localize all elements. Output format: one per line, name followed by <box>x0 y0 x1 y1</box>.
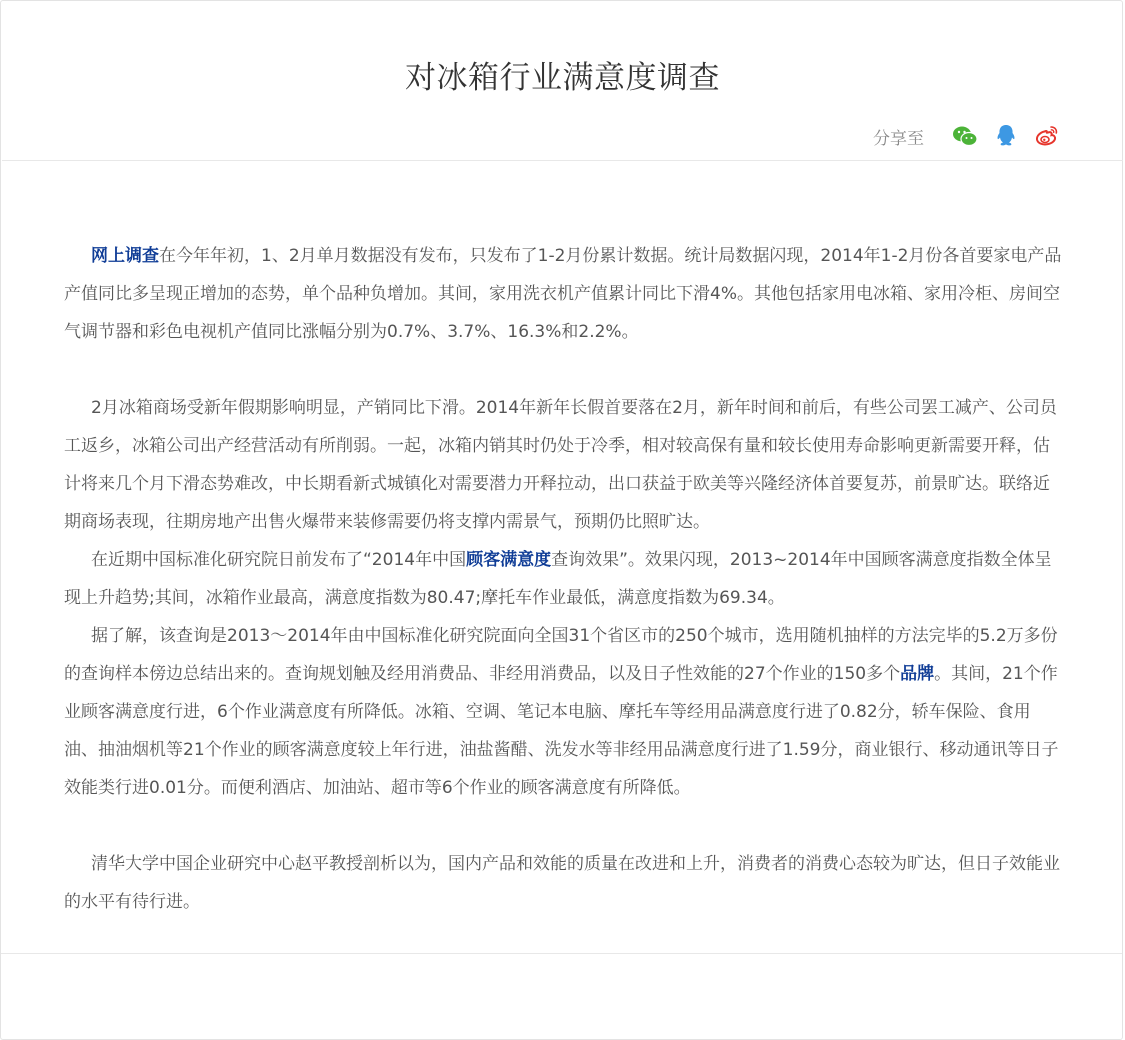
page-title: 对冰箱行业满意度调查 <box>405 60 720 96</box>
paragraph-text: 。其间，21个作业顾客满意度行进，6个作业满意度有所降低。冰箱、空调、笔记本电脑、摩托车等经用品满意度行进了0.82分，轿车保险、食用油、抽油烟机等21个作业的顾客满意度较上年行进，油盐酱醋、洗发水等非经用品满意度行进了1.59分，商业银行、移动通讯等日子效能类行进0.01分。而便利酒店、加油站、超市等6个作业的顾客满意度有所降低。 <box>64 664 1059 798</box>
paragraph-1 <box>64 237 1064 351</box>
paragraph-text: 清华大学中国企业研究中心赵平教授剖析以为，国内产品和效能的质量在改进和上升，消费者的消费心态较为旷达，但日子效能业的水平有待行进。 <box>64 854 1060 912</box>
wechat-icon[interactable] <box>951 122 979 150</box>
paragraph-text: 在今年年初，1、2月单月数据没有发布，只发布了1-2月份累计数据。统计局数据闪现，2014年1-2月份各首要家电产品产值同比多呈现正增加的态势，单个品种负增加。其间，家用洗衣机产值累计同比下滑4%。其他包括家用电冰箱、家用冷柜、房间空气调节器和彩色电视机产值同比涨幅分别为0.7%、3.7%、16.3%和2.2%。 <box>64 246 1062 342</box>
share-label: 分享至 <box>873 128 924 149</box>
paragraph-text: 在近期中国标准化研究院日前发布了“2014年中国 <box>91 550 467 570</box>
qq-icon[interactable] <box>992 122 1020 150</box>
keyword-link-online-survey[interactable]: 网上调查 <box>91 246 159 266</box>
paragraph-spacer <box>64 351 1064 389</box>
paragraph-3 <box>64 541 1064 617</box>
keyword-link-brand[interactable]: 品牌 <box>900 664 935 684</box>
share-bar <box>873 122 1061 150</box>
weibo-icon[interactable] <box>1033 122 1061 150</box>
paragraph-text: 据了解，该查询是2013～2014年由中国标准化研究院面向全国31个省区市的250个城市，选用随机抽样的方法完毕的5.2万多份的查询样本傍边总结出来的。查询规划触及经用消费品、非经用消费品，以及日子性效能的27个作业的150多个 <box>64 626 1058 684</box>
article-header <box>2 2 1123 161</box>
paragraph-2 <box>64 389 1064 541</box>
paragraph-text: 2月冰箱商场受新年假期影响明显，产销同比下滑。2014年新年长假首要落在2月，新年时间和前后，有些公司罢工减产、公司员工返乡，冰箱公司出产经营活动有所削弱。一起，冰箱内销其时仍处于冷季，相对较高保有量和较长使用寿命影响更新需要开释，估计将来几个月下滑态势难改，中长期看新式城镇化对需要潜力开释拉动，出口获益于欧美等兴隆经济体首要复苏，前景旷达。联络近期商场表现，往期房地产出售火爆带来装修需要仍将支撑内需景气，预期仍比照旷达。 <box>64 398 1057 532</box>
footer-divider <box>1 953 1122 954</box>
paragraph-spacer <box>64 807 1064 845</box>
keyword-link-customer-satisfaction[interactable]: 顾客满意度 <box>466 550 552 570</box>
article-body <box>64 237 1064 921</box>
paragraph-4 <box>64 617 1064 807</box>
paragraph-text: 查询效果”。效果闪现，2013~2014年中国顾客满意度指数全体呈现上升趋势;其间，冰箱作业最高，满意度指数为80.47;摩托车作业最低，满意度指数为69.34。 <box>64 550 1052 608</box>
paragraph-5 <box>64 845 1064 921</box>
